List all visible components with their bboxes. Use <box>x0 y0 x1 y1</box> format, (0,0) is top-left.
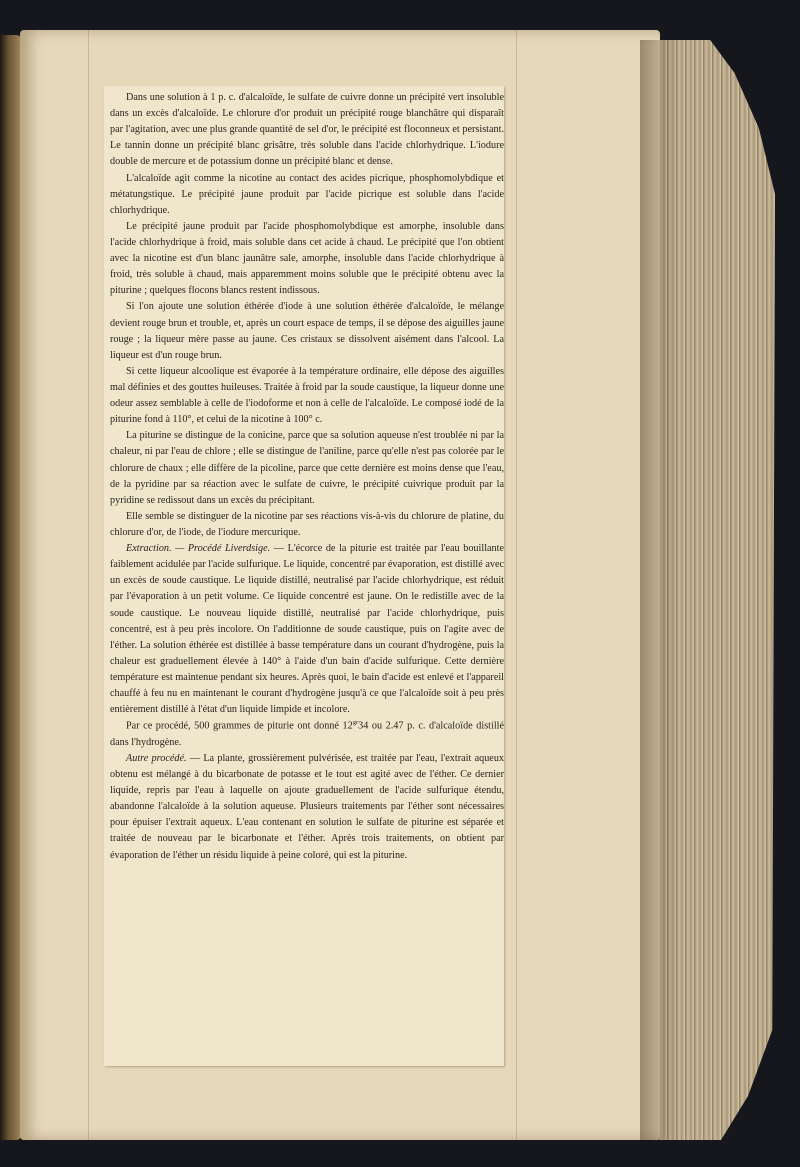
section-heading-extraction: Extraction. — Procédé Liverdsige. <box>126 543 271 555</box>
paragraph-3: Le précipité jaune produit par l'acide phosphomolybdique est amorphe, insoluble dans l'acide chlorhydrique à froid, mais soluble dans cet acide à chaud. Le précipité que l'on obtient avec la nicotine est d'un blanc jaunâtre sale, amorphe, insoluble dans l'acide chlorhydrique à froid, très soluble à chaud, mais apparemment moins soluble que le précipité obtenu avec la piturine ; quelques flocons blancs restent indissous. <box>110 220 504 297</box>
book-left-edge <box>0 35 22 1140</box>
paragraph-1: Dans une solution à 1 p. c. d'alcaloïde, le sulfate de cuivre donne un précipité vert insoluble dans un excès d'alcaloïde. Le chlorure d'or produit un précipité rouge blanchâtre qui disparaît par l'agitation, avec une plus grande quantité de sel d'or, le précipité est floconneux et persistant. Le tannin donne un précipité blanc grisâtre, très soluble dans l'acide chlorhydrique. L'iodure double de mercure et de potassium donne un précipité blanc et dense. <box>110 92 504 168</box>
paragraph-extraction <box>110 541 504 718</box>
pasted-text-clipping <box>104 86 504 1066</box>
paragraph-6: La piturine se distingue de la conicine, parce que sa solution aqueuse n'est troublée ni par la chaleur, ni par l'eau de chlore ; elle se distingue de l'aniline, parce qu'elle n'est pas colorée par le chlorure de chaux ; elle diffère de la picoline, parce que cette dernière est moins dense que l'eau, de la pyridine par sa réaction avec le sulfate de cuivre, le précipité cuivrique produit par la pyridine se redissout dans un excès du précipitant. <box>110 430 504 506</box>
page-gutter-shadow <box>640 40 680 1140</box>
paragraph-yield <box>110 718 504 751</box>
yield-unit: gr <box>352 719 359 727</box>
paragraph-4: Si l'on ajoute une solution éthérée d'iode à une solution éthérée d'alcaloïde, le mélange devient rouge brun et trouble, et, après un court espace de temps, il se dépose des aiguilles jaune rouge ; la liqueur mère passe au jaune. Ces cristaux se dissolvent aisément dans l'alcool. La liqueur est d'un rouge brun. <box>110 301 504 361</box>
yield-text-a: Par ce procédé, 500 grammes de piturie ont donné 12 <box>126 720 353 732</box>
page-margin-line-left <box>88 30 89 1140</box>
paragraph-5: Si cette liqueur alcoolique est évaporée à la température ordinaire, elle dépose des aiguilles mal définies et des gouttes huileuses. Traitée à froid par la soude caustique, la liqueur donne une odeur assez semblable à celle de l'iodoforme et non à celle de l'alcaloïde. Le composé iodé de la piturine fond à 110°, et celui de la nicotine à 100° c. <box>110 365 504 426</box>
page-margin-line-right <box>516 30 517 1140</box>
paragraph-7: Elle semble se distinguer de la nicotine par ses réactions vis-à-vis du chlorure de platine, du chlorure d'or, de l'iode, de l'iodure mercurique. <box>110 510 504 538</box>
section-heading-autre-procede: Autre procédé. <box>126 752 187 764</box>
paragraph-autre-procede <box>110 751 504 864</box>
paragraph-2: L'alcaloïde agit comme la nicotine au contact des acides picrique, phosphomolybdique et métatungstique. Le précipité jaune produit par l'acide picrique est soluble dans l'acide chlorhydrique. <box>110 172 504 216</box>
yield-text-b: 34 ou 2.47 p. c. d'alcaloïde distillé dans l'hydrogène. <box>110 720 504 748</box>
extraction-body: — L'écorce de la piturie est traitée par l'eau bouillante faiblement acidulée par l'acide sulfurique. Le liquide, concentré par évaporation, est distillé avec un excès de soude caustique. Le liquide distillé, neutralisé par l'acide chlorhydrique, est réduit par l'évaporation à un petit volume. Ce liquide concentré est jaune. On le redistille avec de la soude caustique. Le nouveau liquide distillé, neutralisé par l'acide chlorhydrique, puis concentré, est à peu près incolore. On l'additionne de soude caustique, puis on l'agite avec de l'éther. La solution éthérée est distillée à basse température dans un courant d'hydrogène, puis la chaleur est graduellement élevée à 140° à l'aide d'un bain d'acide sulfurique. Cette dernière température est maintenue pendant six heures. Après quoi, le bain d'acide est enlevé et l'appareil chauffé à feu nu en maintenant le courant d'hydrogène jusqu'à ce que l'alcaloïde soit à peu près entièrement distillé à l'état d'un liquide limpide et incolore. <box>110 543 504 716</box>
autre-procede-body: — La plante, grossièrement pulvérisée, est traitée par l'eau, l'extrait aqueux obtenu est mélangé à du bicarbonate de potasse et le tout est agité avec de l'éther. Ce dernier liquide, repris par l'eau à laquelle on ajoute graduellement de l'acide sulfurique étendu, abandonne l'alcaloïde à la solution aqueuse. Plusieurs traitements par l'éther sont nécessaires pour épuiser l'extrait aqueux. L'eau contenant en solution le sulfate de piturine est séparée et traitée de nouveau par le bicarbonate et l'éther. Après trois traitements, on obtient par évaporation de l'éther un résidu liquide à peine coloré, qui est la piturine. <box>110 752 504 861</box>
